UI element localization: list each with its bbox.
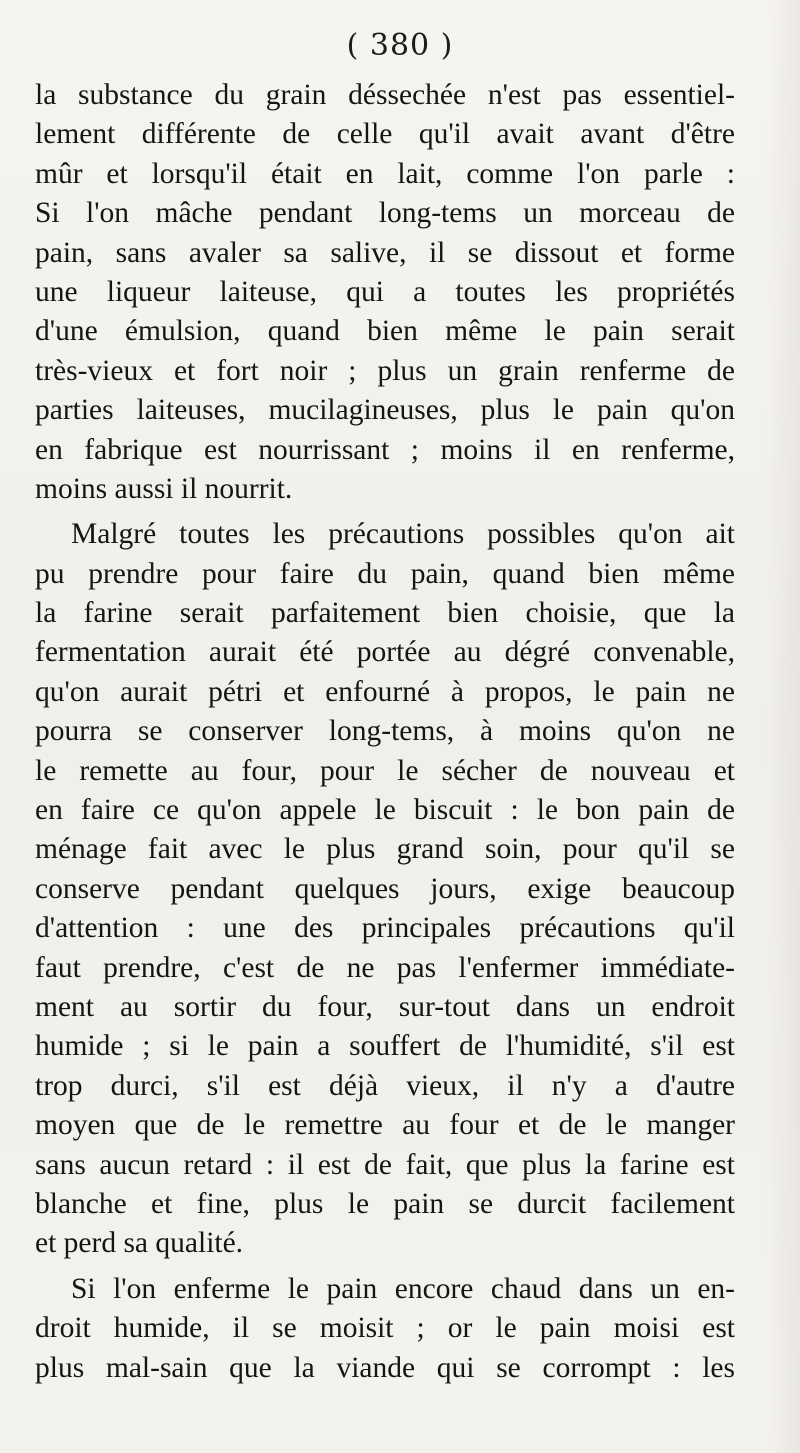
text-line: moyen que de le remettre au four et de le manger <box>35 1109 735 1142</box>
text-line: pu prendre pour faire du pain, quand bien même <box>35 557 735 590</box>
text-line: pourra se conserver long-tems, à moins qu'on ne <box>35 715 735 748</box>
paragraph <box>35 1270 735 1388</box>
text-line: très-vieux et fort noir ; plus un grain renferme de <box>35 354 735 387</box>
text-line: conserve pendant quelques jours, exige beaucoup <box>35 872 735 905</box>
text-line: humide ; si le pain a souffert de l'humidité, s'il est <box>35 1030 735 1063</box>
text-line: pain, sans avaler sa salive, il se dissout et forme <box>35 236 735 269</box>
text-line: fermentation aurait été portée au dégré convenable, <box>35 636 735 669</box>
text-line: blanche et fine, plus le pain se durcit facilement <box>35 1187 735 1220</box>
text-line: plus mal-sain que la viande qui se corrompt : les <box>35 1351 735 1384</box>
text-line: ment au sortir du four, sur-tout dans un endroit <box>35 990 735 1023</box>
text-line: droit humide, il se moisit ; or le pain moisi est <box>35 1312 735 1345</box>
text-line: la farine serait parfaitement bien choisie, que la <box>35 597 735 630</box>
text-line: ménage fait avec le plus grand soin, pour qu'il se <box>35 833 735 866</box>
body-text <box>35 76 735 1388</box>
text-line: faut prendre, c'est de ne pas l'enfermer immédiate- <box>35 951 735 984</box>
text-line: le remette au four, pour le sécher de nouveau et <box>35 754 735 787</box>
text-line: sans aucun retard : il est de fait, que plus la farine est <box>35 1148 735 1181</box>
text-line: Malgré toutes les précautions possibles qu'on ait <box>71 518 735 551</box>
text-line: mûr et lorsqu'il était en lait, comme l'on parle : <box>35 157 735 190</box>
text-line: et perd sa qualité. <box>35 1227 244 1260</box>
text-line: parties laiteuses, mucilagineuses, plus le pain qu'on <box>35 394 735 427</box>
text-line: Si l'on mâche pendant long-tems un morceau de <box>35 197 735 230</box>
text-line: en fabrique est nourrissant ; moins il en renferme, <box>35 433 735 466</box>
page-edge-shadow <box>766 0 800 1453</box>
text-line: en faire ce qu'on appele le biscuit : le bon pain de <box>35 794 735 827</box>
paragraph <box>35 76 735 509</box>
text-line: lement différente de celle qu'il avait avant d'être <box>35 118 735 151</box>
text-line: qu'on aurait pétri et enfourné à propos, le pain ne <box>35 675 735 708</box>
text-line: la substance du grain déssechée n'est pas essentiel- <box>35 79 735 111</box>
text-line: trop durci, s'il est déjà vieux, il n'y a d'autre <box>35 1069 735 1102</box>
text-line: moins aussi il nourrit. <box>35 472 293 505</box>
paragraph <box>35 515 735 1263</box>
text-line: d'une émulsion, quand bien même le pain serait <box>35 315 735 348</box>
text-line: Si l'on enferme le pain encore chaud dans un en- <box>71 1272 735 1305</box>
text-line: une liqueur laiteuse, qui a toutes les propriétés <box>35 275 735 308</box>
page-number: ( 380 ) <box>346 28 454 63</box>
text-line: d'attention : une des principales précautions qu'il <box>35 912 735 945</box>
